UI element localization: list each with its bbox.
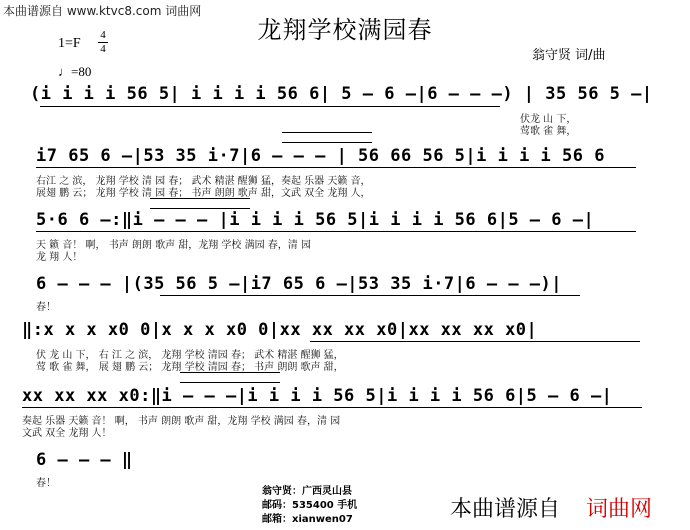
- lyrics-row-2-v1: 右江 之 滨， 龙翔 学校 清 园 春； 武术 精湛 醒狮 猛，奏起 乐器 天籁 音，: [36, 176, 371, 187]
- rhythm-beam: [36, 167, 636, 168]
- rhythm-beam: [22, 407, 642, 408]
- volta-bracket: [150, 198, 250, 209]
- score-row-3: 5·6 6 –:‖i – – – |i i i i 56 5|i i i i 56 6|5 – 6 –|: [36, 210, 595, 230]
- footer-postcode: 邮码：535400 手机: [262, 500, 358, 511]
- footer-email: 邮箱：xianwen07: [262, 514, 353, 525]
- score-row-2: i7 65 6 –|53 35 i·7|6 – – – | 56 66 56 5|i i i i 56 6: [36, 146, 605, 166]
- rhythm-beam: [160, 295, 580, 296]
- tempo-marking: ♩=80: [58, 64, 92, 79]
- rhythm-beam: [36, 231, 636, 232]
- key-signature: 1=F: [58, 36, 81, 51]
- volta-bracket: [180, 372, 280, 383]
- lyrics-row-2-v2: 展翅 鹏 云； 龙翔 学校 清 园 春； 书声 朗朗 歌声 甜，文武 双全 龙翔 人，: [36, 188, 371, 199]
- watermark-bottom-brand: 词曲网: [586, 497, 653, 522]
- author-credit: 翁守贤 词/曲: [532, 48, 606, 63]
- score-row-6: xx xx xx x0:‖i – – –|i i i i 56 5|i i i i 56 6|5 – 6 –|: [22, 386, 613, 406]
- time-signature: [98, 30, 108, 55]
- meter-top: 4: [100, 29, 106, 41]
- rhythm-beam: [40, 106, 500, 107]
- meter-bottom: 4: [100, 43, 106, 55]
- lyrics-row-5-v2: 莺 歌 雀 舞， 展 翅 鹏 云； 龙翔 学校 清园 春； 书声 朗朗 歌声 甜，: [36, 362, 344, 373]
- lyrics-row-6-v1: 奏起 乐器 天籁 音！ 啊， 书声 朗朗 歌声 甜，龙翔 学校 满园 春，清 园: [22, 416, 341, 427]
- score-row-4: 6 – – – |(35 56 5 –|i7 65 6 –|53 35 i·7|6 – – –)|: [36, 274, 563, 294]
- score-row-5: ‖:x x x x0 0|x x x x0 0|xx xx xx x0|xx xx xx x0|: [22, 320, 538, 340]
- lyrics-row-3-v2: 龙 翔 人！: [36, 252, 83, 263]
- score-row-1: (i i i i 56 5| i i i i 56 6| 5 – 6 –|6 – – –) | 35 56 5 –|: [30, 84, 653, 104]
- lyrics-row-7-v1: 春！: [36, 478, 56, 489]
- lyrics-row-3-v1: 天 籁 音！ 啊， 书声 朗朗 歌声 甜，龙翔 学校 满园 春，清 园: [36, 240, 311, 251]
- footer-author-address: 翁守贤：广西灵山县: [262, 486, 352, 497]
- lyrics-row-4-v1: 春！: [36, 302, 56, 313]
- lyrics-row-1-v2: 莺歌 雀 舞，: [520, 126, 577, 137]
- rhythm-beam: [310, 341, 640, 342]
- watermark-top: 本曲谱源自 www.ktvc8.com 词曲网: [3, 4, 202, 18]
- lyrics-row-6-v2: 文武 双全 龙翔 人！: [22, 428, 112, 439]
- watermark-bottom-text: 本曲谱源自: [450, 497, 561, 522]
- lyrics-row-5-v1: 伏 龙 山 下， 右 江 之 滨， 龙翔 学校 清园 春； 武术 精湛 醒狮 猛，: [36, 350, 344, 361]
- volta-bracket: [282, 132, 372, 143]
- lyrics-row-1-v1: 伏龙 山 下，: [520, 114, 577, 125]
- song-title: 龙翔学校满园春: [257, 16, 433, 44]
- score-row-7: 6 – – – ‖: [36, 450, 133, 470]
